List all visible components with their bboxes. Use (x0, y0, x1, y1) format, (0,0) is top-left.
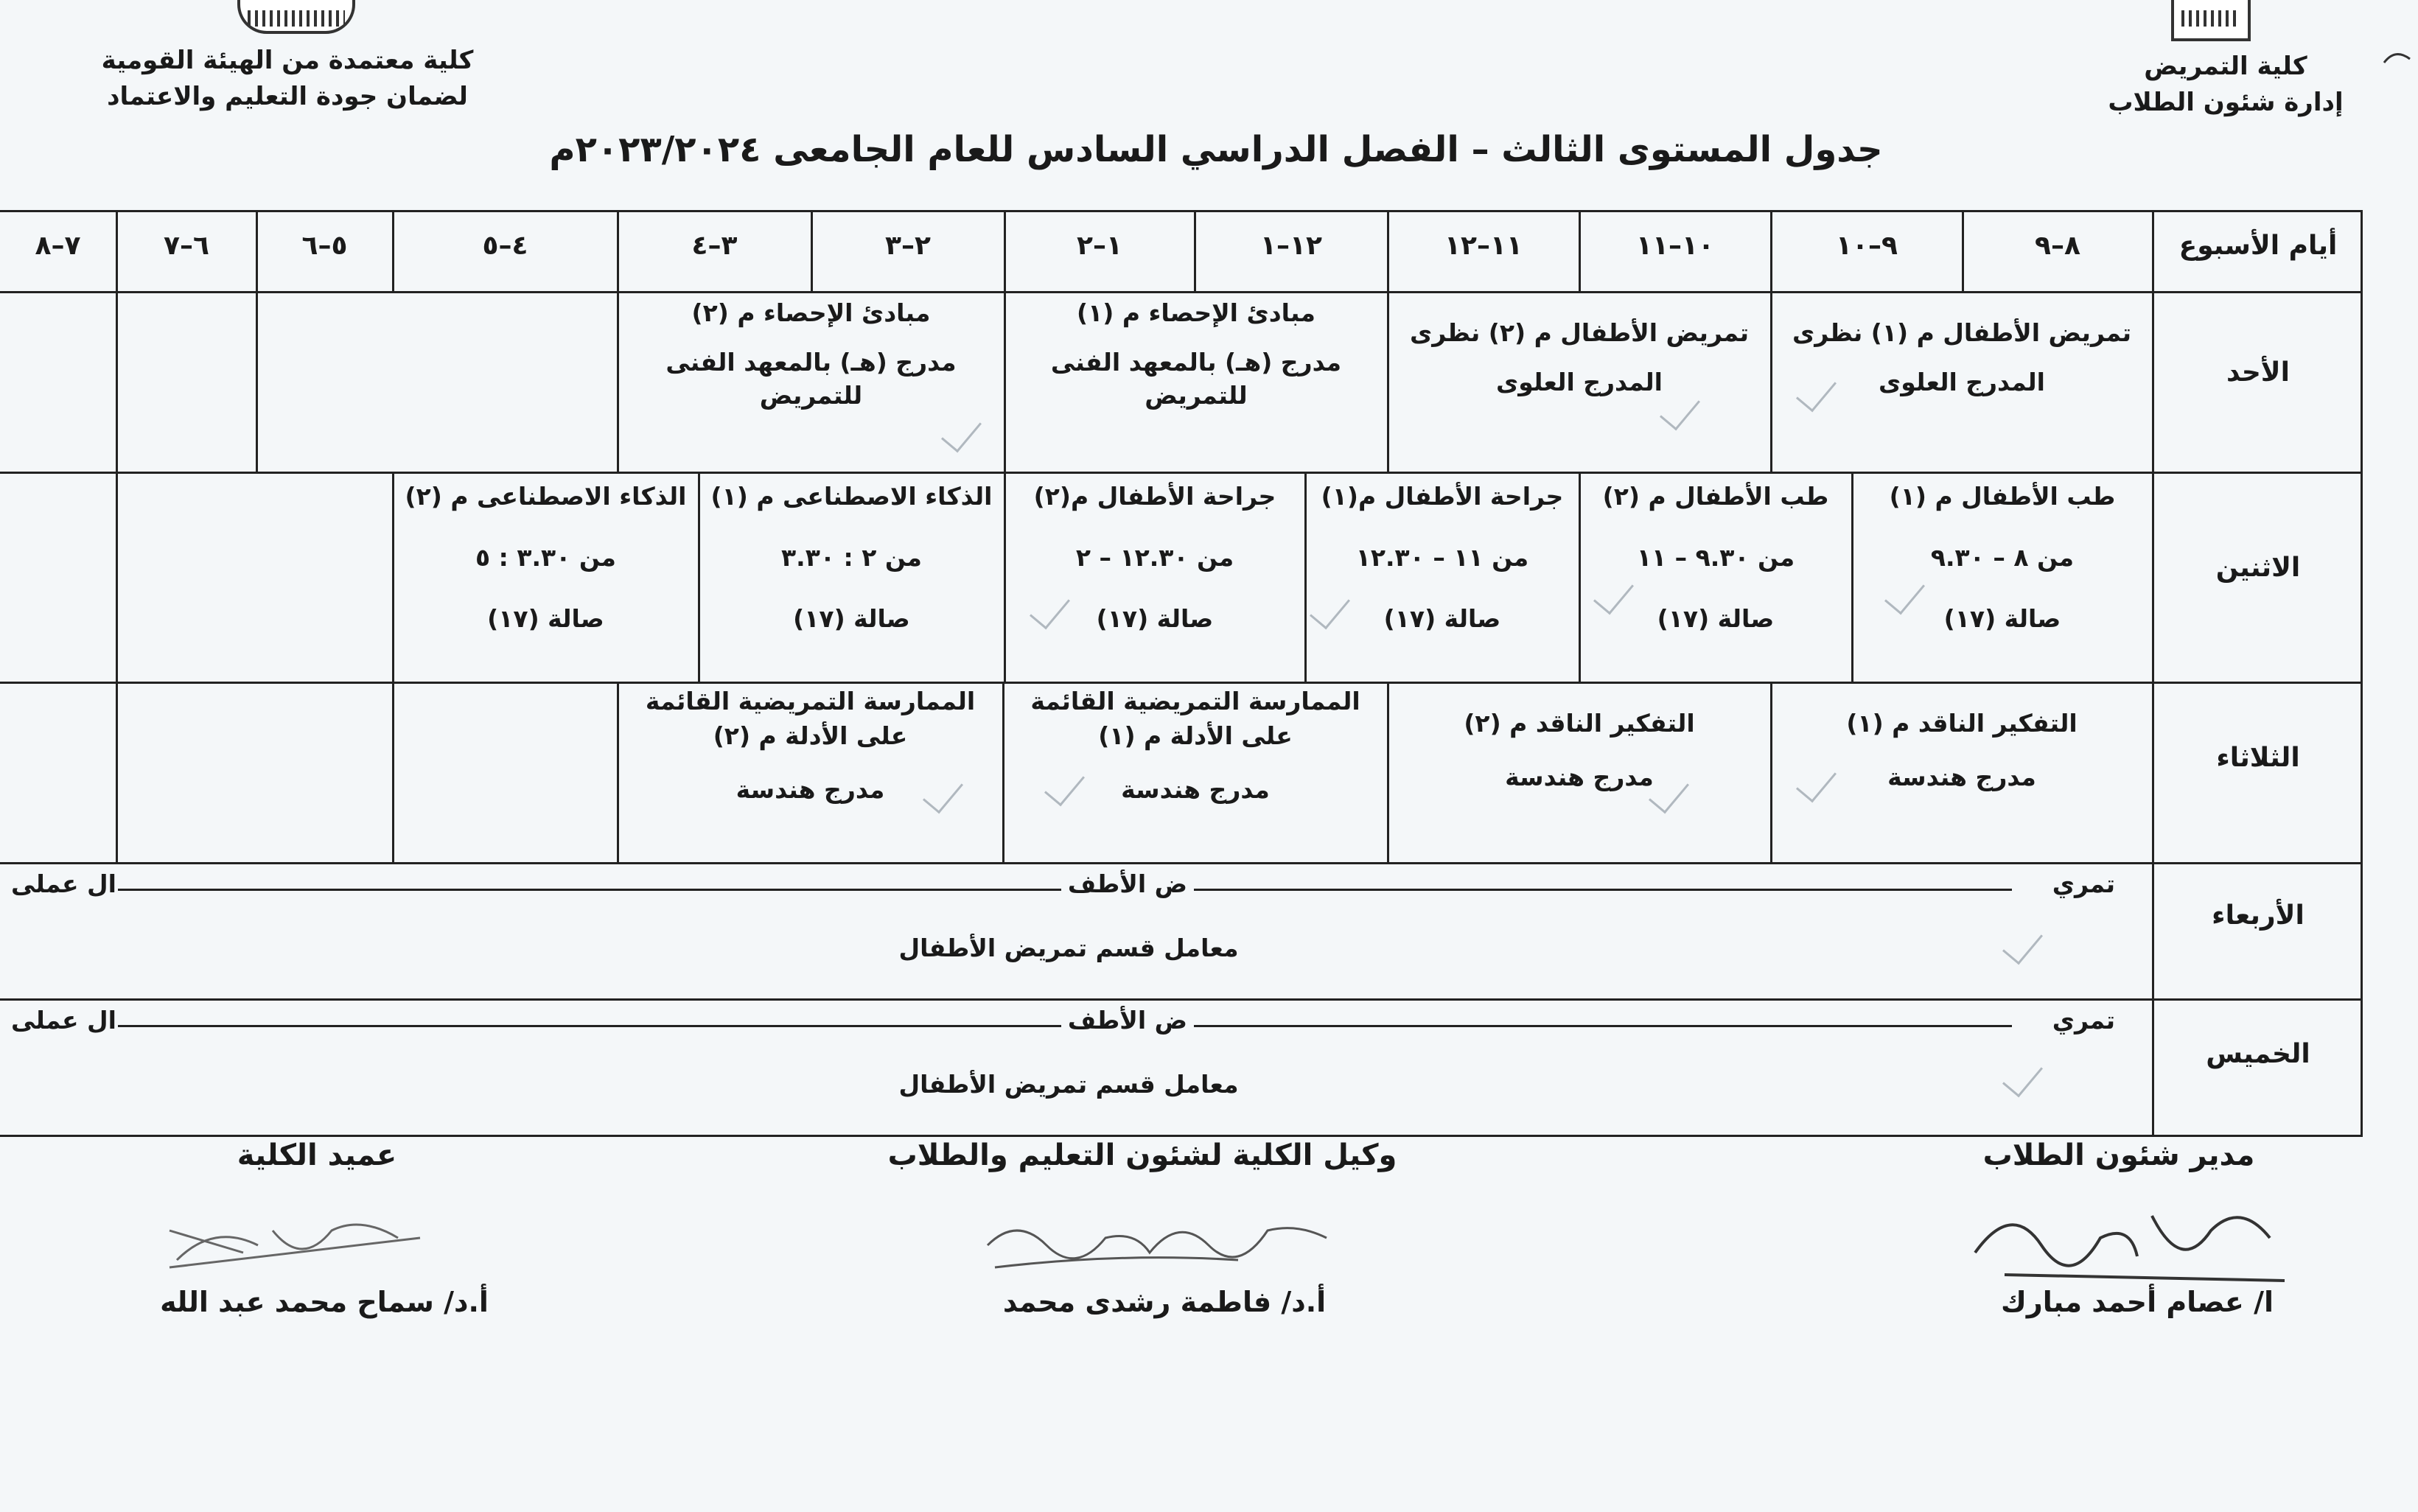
course-name: تمريض الأطفال م (١) نظرى (1792, 318, 2131, 347)
thursday-line-left (118, 1025, 1061, 1027)
course-location: مدرج هندسة (1887, 763, 2036, 791)
accreditation-line1: كلية معتمدة من الهيئة القومية (101, 46, 474, 75)
day-thursday: الخميس (2206, 1039, 2310, 1069)
thursday-label-part1: تمري (2052, 1006, 2115, 1035)
monday-session-5 (699, 484, 1004, 631)
signature-middle (973, 1186, 1356, 1289)
time-slot-11: ٦–٧ (164, 231, 209, 261)
time-slot-9: ٤–٥ (482, 231, 528, 261)
course-location: مدرج (هـ) بالمعهد الفنى (665, 348, 957, 377)
thursday-location: معامل قسم تمريض الأطفال (898, 1070, 1239, 1099)
header-right (2078, 49, 2373, 122)
thursday-label-part2: ض الأطف (1067, 1006, 1188, 1035)
course-time: من ٩.٣٠ – ١١ (1636, 543, 1795, 572)
faculty-logo (2171, 0, 2251, 41)
course-name: جراحة الأطفال م(١) (1321, 482, 1564, 511)
time-slot-2: ٩–١٠ (1836, 231, 1898, 261)
signature-name-middle: أ.د/ فاطمة رشدى محمد (1002, 1286, 1327, 1318)
course-group: على الأدلة م (١) (1098, 721, 1293, 750)
course-group: على الأدلة م (٢) (713, 721, 908, 750)
time-slot-8: ٣–٤ (691, 231, 738, 261)
page-title: جدول المستوى الثالث – الفصل الدراسي السادس للعام الجامعى ٢٠٢٣/٢٠٢٤م (549, 129, 1883, 170)
signature-title-middle: وكيل الكلية لشئون التعليم والطلاب (887, 1138, 1397, 1172)
course-name: التفكير الناقد م (١) (1846, 709, 2078, 738)
time-slot-3: ١٠–١١ (1636, 231, 1714, 261)
accreditation-line2: لضمان جودة التعليم والاعتماد (107, 82, 468, 112)
course-location: صالة (١٧) (1943, 604, 2061, 633)
signature-title-left: عميد الكلية (237, 1138, 397, 1172)
signature-name-left: أ.د/ سماح محمد عبد الله (160, 1286, 489, 1318)
course-location: صالة (١٧) (1657, 604, 1775, 633)
signature-name-right: ا/ عصام أحمد مبارك (2001, 1286, 2274, 1318)
time-slot-1: ٨–٩ (2035, 231, 2080, 261)
course-location: المدرج العلوى (1496, 368, 1663, 396)
course-location: المدرج العلوى (1879, 368, 2045, 396)
day-sunday: الأحد (2226, 357, 2290, 388)
day-tuesday: الثلاثاء (2216, 743, 2300, 773)
course-location: صالة (١٧) (1096, 604, 1214, 633)
header-left (81, 43, 494, 116)
course-location: صالة (١٧) (793, 604, 910, 633)
course-name: مبادئ الإحصاء م (١) (1077, 298, 1315, 327)
wednesday-location: معامل قسم تمريض الأطفال (898, 934, 1239, 962)
course-location: مدرج هندسة (1505, 763, 1654, 791)
department-name: إدارة شئون الطلاب (2108, 88, 2344, 118)
wednesday-label-part2: ض الأطف (1067, 869, 1188, 898)
day-monday: الاثنين (2215, 553, 2301, 583)
course-time: من ٢ : ٣.٣٠ (781, 543, 922, 572)
course-location: صالة (١٧) (1383, 604, 1501, 633)
monday-session-6 (394, 484, 698, 631)
course-time: من ١٢.٣٠ – ٢ (1075, 543, 1234, 572)
time-slot-5: ١٢–١ (1260, 231, 1322, 261)
course-time: من ٨ – ٩.٣٠ (1930, 543, 2075, 572)
wednesday-label-part1: تمري (2052, 869, 2115, 898)
course-location: مدرج هندسة (1121, 775, 1270, 804)
signature-left (155, 1186, 464, 1282)
course-name: طب الأطفال م (١) (1889, 482, 2116, 511)
course-name: الممارسة التمريضية القائمة (1030, 687, 1360, 715)
course-location: صالة (١٧) (487, 604, 604, 633)
wednesday-line-left (118, 889, 1061, 891)
time-slot-4: ١١–١٢ (1444, 231, 1523, 261)
course-name: تمريض الأطفال م (٢) نظرى (1410, 318, 1749, 347)
wednesday-line-right (1194, 889, 2012, 891)
course-name: جراحة الأطفال م(٢) (1033, 482, 1276, 511)
course-name: الممارسة التمريضية القائمة (645, 687, 976, 715)
university-logo (237, 0, 355, 34)
course-name: التفكير الناقد م (٢) (1464, 709, 1695, 738)
day-wednesday: الأربعاء (2212, 900, 2305, 931)
course-location: مدرج هندسة (735, 775, 885, 804)
monday-session-3 (1306, 484, 1579, 631)
wednesday-label-part3: ال عملى (11, 869, 116, 898)
time-slot-7: ٢–٣ (885, 231, 931, 261)
thursday-line-right (1194, 1025, 2012, 1027)
sunday-session-3 (1005, 298, 1387, 410)
thursday-label-part3: ال عملى (11, 1006, 116, 1035)
sunday-session-2 (1388, 318, 1770, 396)
sunday-session-4 (618, 298, 1004, 410)
course-name: مبادئ الإحصاء م (٢) (691, 298, 931, 327)
course-time: من ٣.٣٠ : ٥ (475, 543, 616, 572)
time-slot-6: ١–٢ (1077, 231, 1122, 261)
time-slot-10: ٥–٦ (301, 231, 348, 261)
course-name: الذكاء الاصطناعى م (٢) (405, 482, 687, 511)
signature-right (1960, 1186, 2299, 1297)
header-days-of-week: أيام الأسبوع (2178, 231, 2338, 261)
course-time: من ١١ – ١٢.٣٠ (1355, 543, 1529, 572)
faculty-name: كلية التمريض (2144, 52, 2307, 81)
course-location: مدرج (هـ) بالمعهد الفنى (1050, 348, 1342, 377)
course-location-2: للتمريض (759, 381, 863, 410)
course-name: طب الأطفال م (٢) (1602, 482, 1829, 511)
course-name: الذكاء الاصطناعى م (١) (710, 482, 993, 511)
course-location-2: للتمريض (1145, 381, 1248, 410)
page-edge-mark (2380, 44, 2414, 74)
monday-session-2 (1580, 484, 1851, 631)
tuesday-session-2 (1388, 711, 1770, 789)
signature-title-right: مدير شئون الطلاب (1982, 1138, 2255, 1172)
time-slot-12: ٧–٨ (35, 231, 81, 261)
